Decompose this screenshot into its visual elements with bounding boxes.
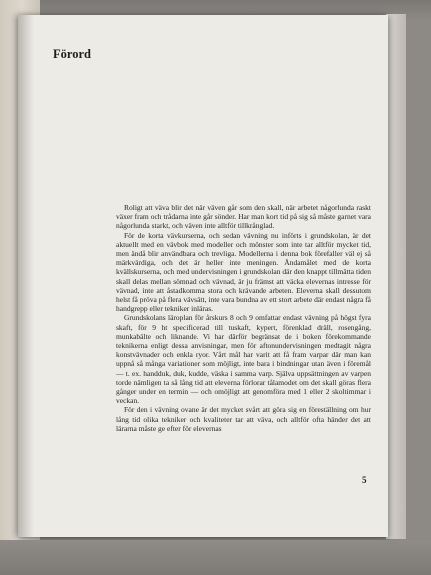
paragraph: Roligt att väva blir det när väven går som den skall, när arbetet någorlunda raskt växer fram och trådarna inte går sönder. Har man kort tid på sig så måste garnet vara någorlunda starkt, och väven inte alltför tillkrånglad. (116, 203, 371, 231)
book-page (18, 15, 388, 537)
page-stack-edge (386, 14, 406, 539)
paragraph: Grundskolans läroplan för årskurs 8 och 9 omfattar endast vävning på högst fyra skaft, för 9 ht specificerad till tuskaft, kypert, förenklad dräll, rosengång, munkabälte och liknande. Vi har därför begränsat de i boken förekommande teknikerna enligt dessa anvisningar, men för aftonundervisningen medtagit några konstvävnader och enkla ryor. Vårt mål har varit att få fram varpar där man kan uppnå så många variationer som möjligt, inte bara i bindningar utan även i föremål — t. ex. handduk, duk, kudde, väska i samma varp. Själva uppsättningen av varpen torde nämligen ta så lång tid att eleverna förlorar tålamodet om det skall göras flera gånger under en termin — och omöjligt att genomföra med 1 eller 2 skoltimmar i veckan. (116, 313, 371, 406)
page-gutter-shadow (18, 15, 34, 537)
paragraph: För den i vävning ovane är det mycket svårt att göra sig en föreställning om hur lång tid olika tekniker och kvaliteter tar att väva, och alltför ofta händer det att lärarna måste ge efter för elevernas (116, 405, 371, 433)
page-number: 5 (362, 475, 367, 485)
body-text (116, 203, 371, 433)
paragraph: För de korta vävkurserna, och sedan vävning nu införts i grundskolan, är det aktuellt med en vävbok med modeller och mönster som inte tar alltför mycket tid, men ändå blir användbara och trevliga. Modellerna i denna bok förefaller väl ej så märkvärdiga, och det är heller inte meningen. Ändamålet med de korta kvällskurserna, och med undervisningen i grundskolan där den knappt tillmätta tiden skall delas mellan sömnad och vävnad, är ju främst att väcka elevernas intresse för vävnad, inte att åstadkomma stora och krävande arbeten. Eleverna skall dessutom helst få pröva på flera vävsätt, inte vara bundna av ett stort arbete där endast några få handgrepp eller tekniker inläras. (116, 230, 371, 314)
table-background-bottom (0, 540, 431, 575)
page-title: Förord (53, 47, 91, 61)
